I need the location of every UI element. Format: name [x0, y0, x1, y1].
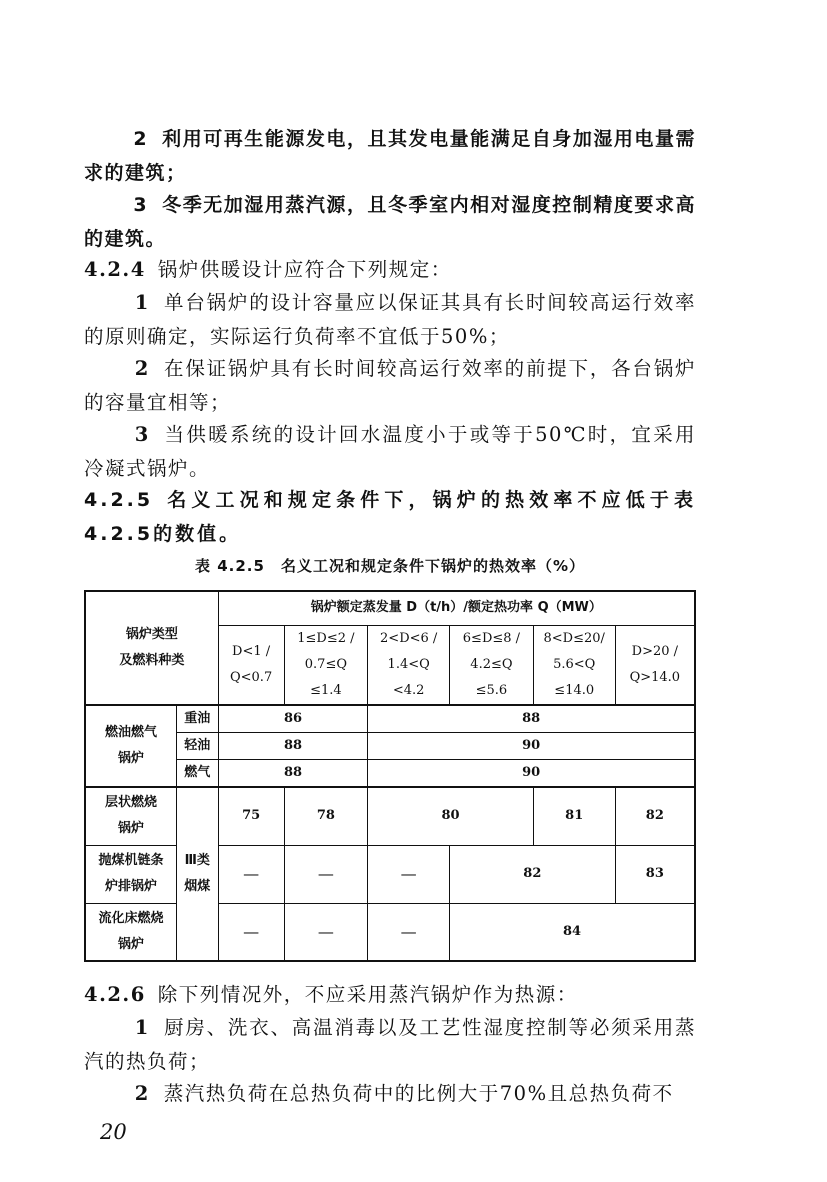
item-text: 冬季无加湿用蒸汽源，且冬季室内相对湿度控制精度要求高的建筑。 [84, 194, 696, 250]
range-line: 6≤D≤8 / [462, 630, 521, 646]
section-4-2-6-item-2 [84, 1077, 696, 1111]
coal-fuel-label [176, 787, 218, 961]
range-line: ≤14.0 [554, 682, 595, 698]
range-line: 0.7≤Q [304, 656, 348, 672]
section-text: 名义工况和规定条件下，锅炉的热效率不应低于表4.2.5的数值。 [84, 489, 696, 545]
dash-cell: — [284, 903, 368, 961]
value-cell: 88 [218, 760, 368, 788]
label-line: 抛煤机链条 [98, 853, 164, 868]
chain-grate-label [85, 845, 176, 903]
section-4-2-4-item-3 [84, 418, 696, 486]
dash-cell: — [368, 903, 450, 961]
layered-combustion-label [85, 787, 176, 845]
range-cell [450, 625, 534, 705]
boiler-efficiency-table [84, 590, 696, 962]
value-cell: 78 [284, 787, 368, 845]
value-cell: 90 [368, 760, 695, 788]
section-4-2-5 [84, 483, 696, 551]
label-line: 层状燃烧 [104, 795, 157, 811]
value-cell: 88 [218, 733, 368, 760]
range-line: 4.2≤Q [470, 656, 513, 672]
paragraph-no-steam [84, 188, 696, 256]
range-line: D<1 / [232, 643, 271, 659]
value-cell: 83 [615, 845, 695, 903]
table-caption: 表 4.2.5 名义工况和规定条件下锅炉的热效率（%） [195, 557, 585, 575]
range-line: 8<D≤20/ [543, 630, 605, 646]
header-boiler-type [85, 591, 218, 705]
label-line: 烟煤 [184, 879, 211, 894]
value-cell: 86 [218, 705, 368, 733]
item-number: 1 [134, 1016, 150, 1039]
oil-gas-boiler-label [85, 705, 176, 787]
range-cell [368, 625, 450, 705]
range-line: ≤1.4 [310, 682, 342, 698]
section-4-2-4 [84, 253, 696, 287]
dash-cell: — [368, 845, 450, 903]
range-line: D>20 / [631, 643, 679, 659]
section-4-2-6 [84, 978, 696, 1012]
page-number: 20 [100, 1120, 127, 1144]
range-line: Q<0.7 [229, 669, 273, 685]
value-cell: 84 [450, 903, 695, 961]
range-cell [533, 625, 615, 705]
section-4-2-6-item-1 [84, 1011, 696, 1079]
range-line: 1≤D≤2 / [297, 630, 355, 646]
range-cell [284, 625, 368, 705]
range-line: 1.4<Q [387, 656, 430, 672]
value-cell: 75 [218, 787, 284, 845]
item-number: 3 [133, 194, 149, 216]
label-line: 锅炉 [117, 751, 144, 766]
range-line: Q>14.0 [629, 669, 681, 685]
value-cell: 82 [450, 845, 616, 903]
range-line: <4.2 [392, 682, 425, 698]
value-cell: 82 [615, 787, 695, 845]
value-cell: 80 [368, 787, 534, 845]
value-cell: 88 [368, 705, 695, 733]
item-number: 3 [134, 423, 150, 446]
label-line: 流化床燃烧 [98, 910, 164, 926]
range-line: ≤5.6 [475, 682, 508, 698]
section-text: 除下列情况外，不应采用蒸汽锅炉作为热源： [157, 983, 578, 1006]
section-number: 4.2.4 [84, 258, 146, 281]
range-line: 2<D<6 / [380, 630, 438, 646]
header-type-line1: 锅炉类型 [125, 627, 178, 642]
item-text: 蒸汽热负荷在总热负荷中的比例大于70%且总热负荷不 [163, 1082, 674, 1105]
paragraph-renewable [84, 122, 696, 190]
item-number: 1 [134, 291, 150, 314]
item-text: 厨房、洗衣、高温消毒以及工艺性湿度控制等必须采用蒸汽的热负荷； [84, 1016, 696, 1073]
section-number: 4.2.5 [84, 489, 154, 511]
fluidized-bed-label [85, 903, 176, 961]
fuel-gas: 燃气 [176, 760, 218, 788]
section-4-2-4-item-2 [84, 352, 696, 420]
dash-cell: — [218, 845, 284, 903]
range-cell [218, 625, 284, 705]
item-number: 2 [134, 357, 150, 380]
item-number: 2 [134, 1082, 150, 1105]
section-number: 4.2.6 [84, 983, 146, 1006]
section-text: 锅炉供暖设计应符合下列规定： [157, 258, 452, 281]
header-capacity: 锅炉额定蒸发量 D（t/h）/额定热功率 Q（MW） [218, 591, 695, 625]
label-line: 燃油燃气 [104, 725, 157, 740]
range-cell [615, 625, 695, 705]
label-line: 锅炉 [117, 821, 144, 837]
fuel-heavy-oil: 重油 [176, 705, 218, 733]
header-type-line2: 及燃料种类 [119, 653, 185, 668]
label-line: 锅炉 [117, 936, 144, 952]
value-cell: 90 [368, 733, 695, 760]
dash-cell: — [218, 903, 284, 961]
label-line: 炉排锅炉 [104, 879, 157, 894]
item-text: 当供暖系统的设计回水温度小于或等于50℃时，宜采用冷凝式锅炉。 [84, 423, 696, 480]
item-text: 在保证锅炉具有长时间较高运行效率的前提下，各台锅炉的容量宜相等； [84, 357, 696, 414]
range-line: 5.6<Q [553, 656, 596, 672]
fuel-light-oil: 轻油 [176, 733, 218, 760]
item-number: 2 [133, 128, 149, 150]
value-cell: 81 [533, 787, 615, 845]
item-text: 单台锅炉的设计容量应以保证其具有长时间较高运行效率的原则确定，实际运行负荷率不宜低于50%； [84, 291, 696, 348]
dash-cell: — [284, 845, 368, 903]
item-text: 利用可再生能源发电，且其发电量能满足自身加湿用电量需求的建筑； [84, 128, 696, 184]
section-4-2-4-item-1 [84, 286, 696, 354]
label-line: Ⅲ类 [184, 853, 210, 868]
